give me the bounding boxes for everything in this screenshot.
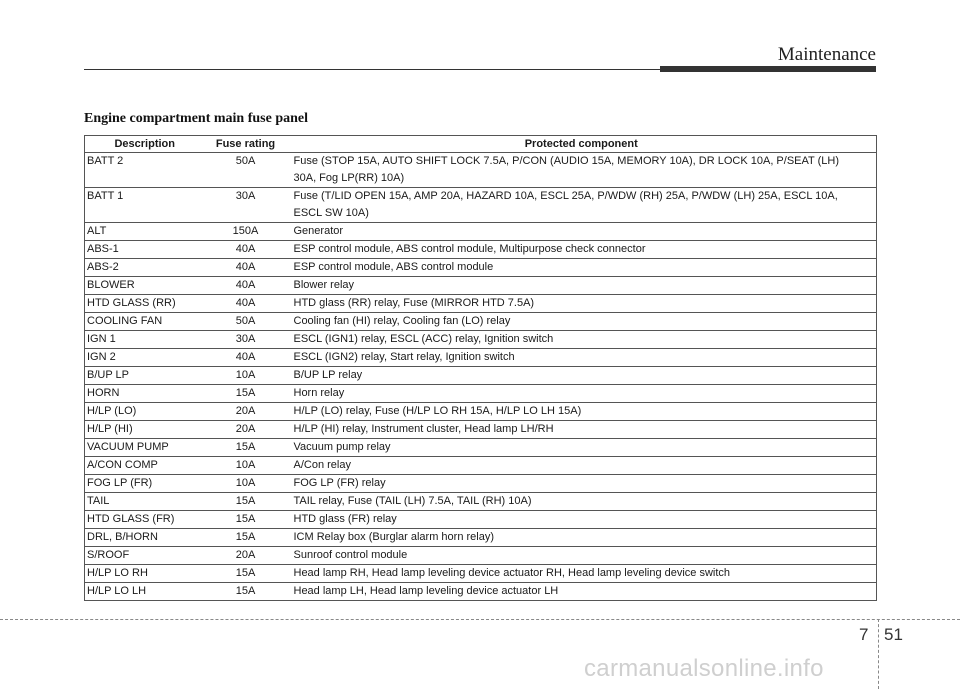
footer-divider xyxy=(878,619,879,689)
cell-component: Cooling fan (HI) relay, Cooling fan (LO) relay xyxy=(287,313,877,331)
cell-description: ABS-1 xyxy=(85,241,205,259)
cell-component: Head lamp RH, Head lamp leveling device actuator RH, Head lamp leveling device switch xyxy=(287,565,877,583)
cell-description: ABS-2 xyxy=(85,259,205,277)
cell-description: HORN xyxy=(85,385,205,403)
table-row xyxy=(85,529,877,547)
cell-rating: 20A xyxy=(205,547,287,565)
cell-component: HTD glass (RR) relay, Fuse (MIRROR HTD 7.5A) xyxy=(287,295,877,313)
cell-component: ESCL (IGN2) relay, Start relay, Ignition switch xyxy=(287,349,877,367)
cell-rating: 15A xyxy=(205,493,287,511)
cell-rating: 15A xyxy=(205,583,287,601)
cell-rating: 40A xyxy=(205,295,287,313)
cell-description: H/LP LO LH xyxy=(85,583,205,601)
cell-description: ALT xyxy=(85,223,205,241)
table-row xyxy=(85,439,877,457)
page-number: 51 xyxy=(884,625,903,644)
header-rule-accent xyxy=(660,66,876,72)
cell-rating: 10A xyxy=(205,367,287,385)
cell-rating: 20A xyxy=(205,403,287,421)
cell-rating: 20A xyxy=(205,421,287,439)
cell-description: COOLING FAN xyxy=(85,313,205,331)
column-header-rating: Fuse rating xyxy=(205,136,287,153)
cell-description: IGN 2 xyxy=(85,349,205,367)
cell-rating: 40A xyxy=(205,241,287,259)
table-header-row xyxy=(85,136,877,153)
cell-rating: 40A xyxy=(205,349,287,367)
cell-description: BLOWER xyxy=(85,277,205,295)
cell-description: HTD GLASS (RR) xyxy=(85,295,205,313)
cell-component: Vacuum pump relay xyxy=(287,439,877,457)
cell-component: H/LP (HI) relay, Instrument cluster, Head lamp LH/RH xyxy=(287,421,877,439)
cell-rating: 15A xyxy=(205,565,287,583)
cell-rating: 15A xyxy=(205,385,287,403)
cell-rating: 40A xyxy=(205,277,287,295)
cell-description: BATT 1 xyxy=(85,188,205,223)
table-row xyxy=(85,403,877,421)
table-row xyxy=(85,457,877,475)
cell-description: HTD GLASS (FR) xyxy=(85,511,205,529)
cell-description: H/LP (HI) xyxy=(85,421,205,439)
page-title: Engine compartment main fuse panel xyxy=(84,111,308,126)
cell-description: B/UP LP xyxy=(85,367,205,385)
cell-rating: 15A xyxy=(205,439,287,457)
cell-rating: 30A xyxy=(205,331,287,349)
cell-component: ESCL (IGN1) relay, ESCL (ACC) relay, Ignition switch xyxy=(287,331,877,349)
table-row xyxy=(85,421,877,439)
cell-component: Horn relay xyxy=(287,385,877,403)
table-row xyxy=(85,241,877,259)
cell-rating: 40A xyxy=(205,259,287,277)
cell-rating: 50A xyxy=(205,153,287,188)
cell-component: ESP control module, ABS control module xyxy=(287,259,877,277)
cell-rating: 30A xyxy=(205,188,287,223)
cell-description: H/LP (LO) xyxy=(85,403,205,421)
table-row xyxy=(85,295,877,313)
column-header-description: Description xyxy=(85,136,205,153)
cell-description: S/ROOF xyxy=(85,547,205,565)
cell-component: B/UP LP relay xyxy=(287,367,877,385)
table-row xyxy=(85,385,877,403)
watermark: carmanualsonline.info xyxy=(584,655,824,682)
cell-component: Blower relay xyxy=(287,277,877,295)
chapter-number: 7 xyxy=(859,625,869,644)
cell-rating: 15A xyxy=(205,511,287,529)
table-row xyxy=(85,223,877,241)
column-header-component: Protected component xyxy=(287,136,877,153)
table-row xyxy=(85,153,877,188)
table-row xyxy=(85,188,877,223)
table-row xyxy=(85,475,877,493)
cell-description: BATT 2 xyxy=(85,153,205,188)
cell-component: Fuse (STOP 15A, AUTO SHIFT LOCK 7.5A, P/CON (AUDIO 15A, MEMORY 10A), DR LOCK 10A, P/SEAT (LH) 30A, Fog LP(RR) 10A) xyxy=(287,153,877,188)
table-row xyxy=(85,547,877,565)
cell-component: Head lamp LH, Head lamp leveling device actuator LH xyxy=(287,583,877,601)
footer-rule xyxy=(0,619,960,620)
cell-component: A/Con relay xyxy=(287,457,877,475)
cell-component: ICM Relay box (Burglar alarm horn relay) xyxy=(287,529,877,547)
cell-component: Fuse (T/LID OPEN 15A, AMP 20A, HAZARD 10A, ESCL 25A, P/WDW (RH) 25A, P/WDW (LH) 25A, ESCL 10A, ESCL SW 10A) xyxy=(287,188,877,223)
cell-rating: 50A xyxy=(205,313,287,331)
table-row xyxy=(85,277,877,295)
table-row xyxy=(85,313,877,331)
cell-description: FOG LP (FR) xyxy=(85,475,205,493)
table-row xyxy=(85,493,877,511)
table-row xyxy=(85,331,877,349)
cell-description: DRL, B/HORN xyxy=(85,529,205,547)
cell-rating: 10A xyxy=(205,457,287,475)
cell-description: VACUUM PUMP xyxy=(85,439,205,457)
table-row xyxy=(85,511,877,529)
table-row xyxy=(85,583,877,601)
cell-description: A/CON COMP xyxy=(85,457,205,475)
table-row xyxy=(85,565,877,583)
table-row xyxy=(85,367,877,385)
section-header-title: Maintenance xyxy=(777,44,876,65)
cell-component: Generator xyxy=(287,223,877,241)
table-row xyxy=(85,349,877,367)
cell-rating: 150A xyxy=(205,223,287,241)
cell-description: TAIL xyxy=(85,493,205,511)
cell-component: ESP control module, ABS control module, Multipurpose check connector xyxy=(287,241,877,259)
cell-component: H/LP (LO) relay, Fuse (H/LP LO RH 15A, H/LP LO LH 15A) xyxy=(287,403,877,421)
table-row xyxy=(85,259,877,277)
header-rule xyxy=(84,69,660,70)
cell-rating: 15A xyxy=(205,529,287,547)
cell-description: IGN 1 xyxy=(85,331,205,349)
cell-component: Sunroof control module xyxy=(287,547,877,565)
cell-component: HTD glass (FR) relay xyxy=(287,511,877,529)
fuse-table xyxy=(84,135,877,601)
cell-description: H/LP LO RH xyxy=(85,565,205,583)
cell-component: FOG LP (FR) relay xyxy=(287,475,877,493)
cell-rating: 10A xyxy=(205,475,287,493)
cell-component: TAIL relay, Fuse (TAIL (LH) 7.5A, TAIL (RH) 10A) xyxy=(287,493,877,511)
